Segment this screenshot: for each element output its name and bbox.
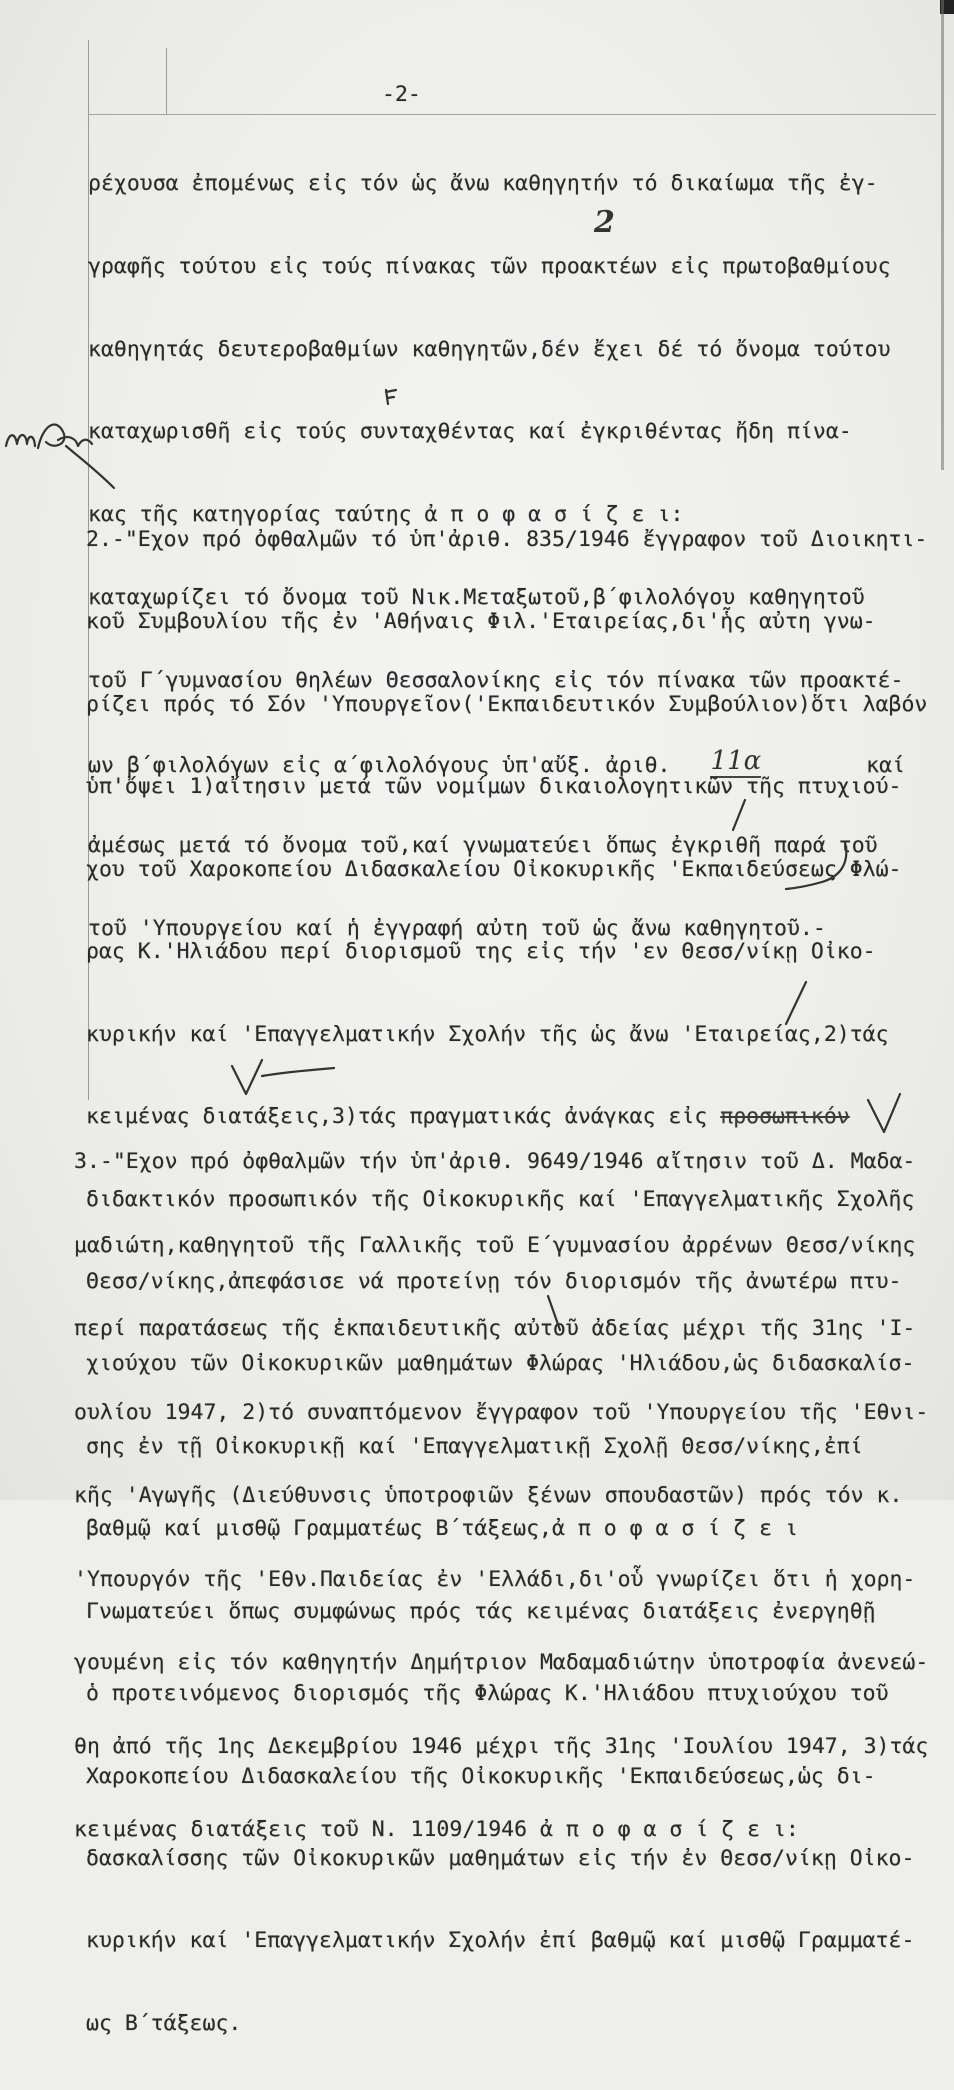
handwritten-annotation: 2 <box>594 205 615 240</box>
text-line: καθηγητάς δευτεροβαθμίων καθηγητῶν,δέν ἔχει δέ τό ὄνομα τούτου <box>88 336 891 362</box>
text-line: σης ἐν τῇ Οἰκοκυρικῇ καί 'Επαγγελματικῇ Σχολῇ Θεσσ/νίκης,ἐπί <box>86 1433 863 1459</box>
text-line: τοῦ 'Υπουργείου καί ἡ ἐγγραφή αὐτη τοῦ ὡς ἄνω καθηγητοῦ.- <box>88 916 826 942</box>
text-line: Γνωματεύει ὅπως συμφώνως πρός τάς κειμένας διατάξεις ἐνεργηθῇ <box>86 1598 876 1624</box>
text-line: 'Υπουργόν τῆς 'Εθν.Παιδείας ἐν 'Ελλάδι,δι'οὗ γνωρίζει ὅτι ἡ χορη- <box>74 1566 916 1592</box>
text-line: κυρικήν καί 'Επαγγελματικήν Σχολήν ἐπί βαθμῷ καί μισθῷ Γραμματέ- <box>86 1928 915 1954</box>
text-line: κοῦ Συμβουλίου τῆς ἐν 'Αθήναις Φιλ.'Εταιρείας,δι'ἧς αὐτη γνω- <box>86 609 876 635</box>
text-line: ρέχουσα ἐπομένως εἰς τόν ὡς ἄνω καθηγητήν τό δικαίωμα τῆς ἐγ- <box>88 171 878 196</box>
text-line: βαθμῷ καί μισθῷ Γραμματέως Β΄τάξεως,ἀ π ο φ α σ ί ζ ε ι <box>86 1516 798 1542</box>
text-line: ουλίου 1947, 2)τό συναπτόμενον ἔγγραφον τοῦ 'Υπουργείου τῆς 'Εθνι- <box>74 1399 929 1425</box>
header-rule <box>88 114 936 115</box>
text-line: κῆς 'Αγωγῆς (Διεύθυνσις ὑποτροφιῶν ξένων σπουδαστῶν) πρός τόν κ. <box>74 1483 903 1508</box>
text-line: ὑπ'ὄψει 1)αἴτησιν μετά τῶν νομίμων δικαιολογητικῶν τῆς πτυχιού- <box>86 774 902 800</box>
text-line: τοῦ Γ΄γυμνασίου θηλέων Θεσσαλονίκης εἰς τόν πίνακα τῶν προακτέ- <box>88 667 904 693</box>
text-line: χου τοῦ Χαροκοπείου Διδασκαλείου Οἰκοκυρικῆς 'Εκπαιδεύσεως Φλώ- <box>86 856 902 882</box>
text-line: 2.-"Εχον πρό ὀφθαλμῶν τό ὑπ'ἀριθ. 835/1946 ἔγγραφον τοῦ Διοικητι- <box>86 527 928 552</box>
handwritten-reference-number: 11α <box>710 745 762 776</box>
text-line: ως Β΄τάξεως. <box>86 2010 242 2036</box>
struck-out-text: προσωπικόν <box>720 1104 850 1130</box>
text-line: θη ἀπό τῆς 1ης Δεκεμβρίου 1946 μέχρι τῆς 31ης 'Ιουλίου 1947, 3)τάς <box>74 1733 929 1759</box>
text-line: καταχωρίζει τό ὄνομα τοῦ Νικ.Μεταξωτοῦ,β΄φιλολόγου καθηγητοῦ <box>88 584 865 610</box>
text-line: ρίζει πρός τό Σόν 'Υπουργεῖον('Εκπαιδευτικόν Συμβούλιον)ὅτι λαβόν <box>86 691 928 717</box>
text-line: ἀμέσως μετά τό ὄνομα τοῦ,καί γνωματεύει ὅπως ἐγκριθῆ παρά τοῦ <box>88 833 878 859</box>
text-line: χιούχου τῶν Οἰκοκυρικῶν μαθημάτων Φλώρας 'Ηλιάδου,ὡς διδασκαλίσ- <box>86 1351 915 1377</box>
text-line: μαδιώτη,καθηγητοῦ τῆς Γαλλικῆς τοῦ Ε΄γυμνασίου ἀρρένων Θεσσ/νίκης <box>74 1232 916 1258</box>
text-line: Χαροκοπείου Διδασκαλείου τῆς Οἰκοκυρικῆς 'Εκπαιδεύσεως,ὡς δι- <box>86 1763 876 1789</box>
text-line: ὁ προτεινόμενος διορισμός τῆς Φλώρας Κ.'Ηλιάδου πτυχιούχου τοῦ <box>86 1681 889 1707</box>
text-line: ρας Κ.'Ηλιάδου περί διορισμοῦ της εἰς τήν 'εν Θεσσ/νίκῃ Οἰκο- <box>86 939 876 965</box>
text-line-typed: κειμένας διατάξεις,3)τάς πραγματικάς ἀνάγκας εἰς <box>86 1104 721 1130</box>
text-line-typed: ων β΄φιλολόγων εἰς α΄φιλολόγους ὑπ'αὔξ. ἀριθ. <box>88 752 671 778</box>
text-line: κυρικήν καί 'Επαγγελματικήν Σχολήν τῆς ὡς ἄνω 'Εταιρείας,2)τάς <box>86 1021 889 1047</box>
paragraph-3 <box>74 1095 928 1897</box>
margin-initials-scribble <box>6 425 92 448</box>
page-edge <box>941 0 944 470</box>
text-line: Θεσσ/νίκης,ἀπεφάσισε νά προτείνῃ τόν διορισμόν τῆς ἀνωτέρω πτυ- <box>86 1268 902 1294</box>
text-line: γραφῆς τούτου εἰς τούς πίνακας τῶν προακτέων εἰς πρωτοβαθμίους <box>88 253 891 279</box>
page-number: -2- <box>382 82 421 107</box>
text-line: κας τῆς κατηγορίας ταύτης ἀ π ο φ α σ ί ζ ε ι: <box>88 502 684 528</box>
reference-box-rule <box>166 48 167 114</box>
text-line: 3.-"Εχον πρό ὀφθαλμῶν τήν ὑπ'ἀριθ. 9649/1946 αἴτησιν τοῦ Δ. Μαδα- <box>74 1149 916 1174</box>
text-line: περί παρατάσεως τῆς ἐκπαιδευτικῆς αὐτοῦ ἀδείας μέχρι τῆς 31ης 'Ι- <box>74 1316 916 1341</box>
text-line: καταχωρισθῆ εἰς τούς συνταχθέντας καί ἐγκριθέντας ἤδη πίνα- <box>88 419 852 445</box>
text-line: δασκαλίσσης τῶν Οἰκοκυρικῶν μαθημάτων εἰς τήν ἐν Θεσσ/νίκῃ Οἰκο- <box>86 1846 915 1871</box>
text-line: γουμένη εἰς τόν καθηγητήν Δημήτριον Μαδαμαδιώτην ὑποτροφία ἀνενεώ- <box>74 1650 929 1675</box>
text-line: διδακτικόν προσωπικόν τῆς Οἰκοκυρικῆς καί 'Επαγγελματικῆς Σχολῆς <box>86 1186 915 1212</box>
text-line: κειμένας διατάξεις τοῦ Ν. 1109/1946 ἀ π ο φ α σ ί ζ ε ι: <box>74 1817 799 1842</box>
text-line-end: καί <box>866 752 905 778</box>
